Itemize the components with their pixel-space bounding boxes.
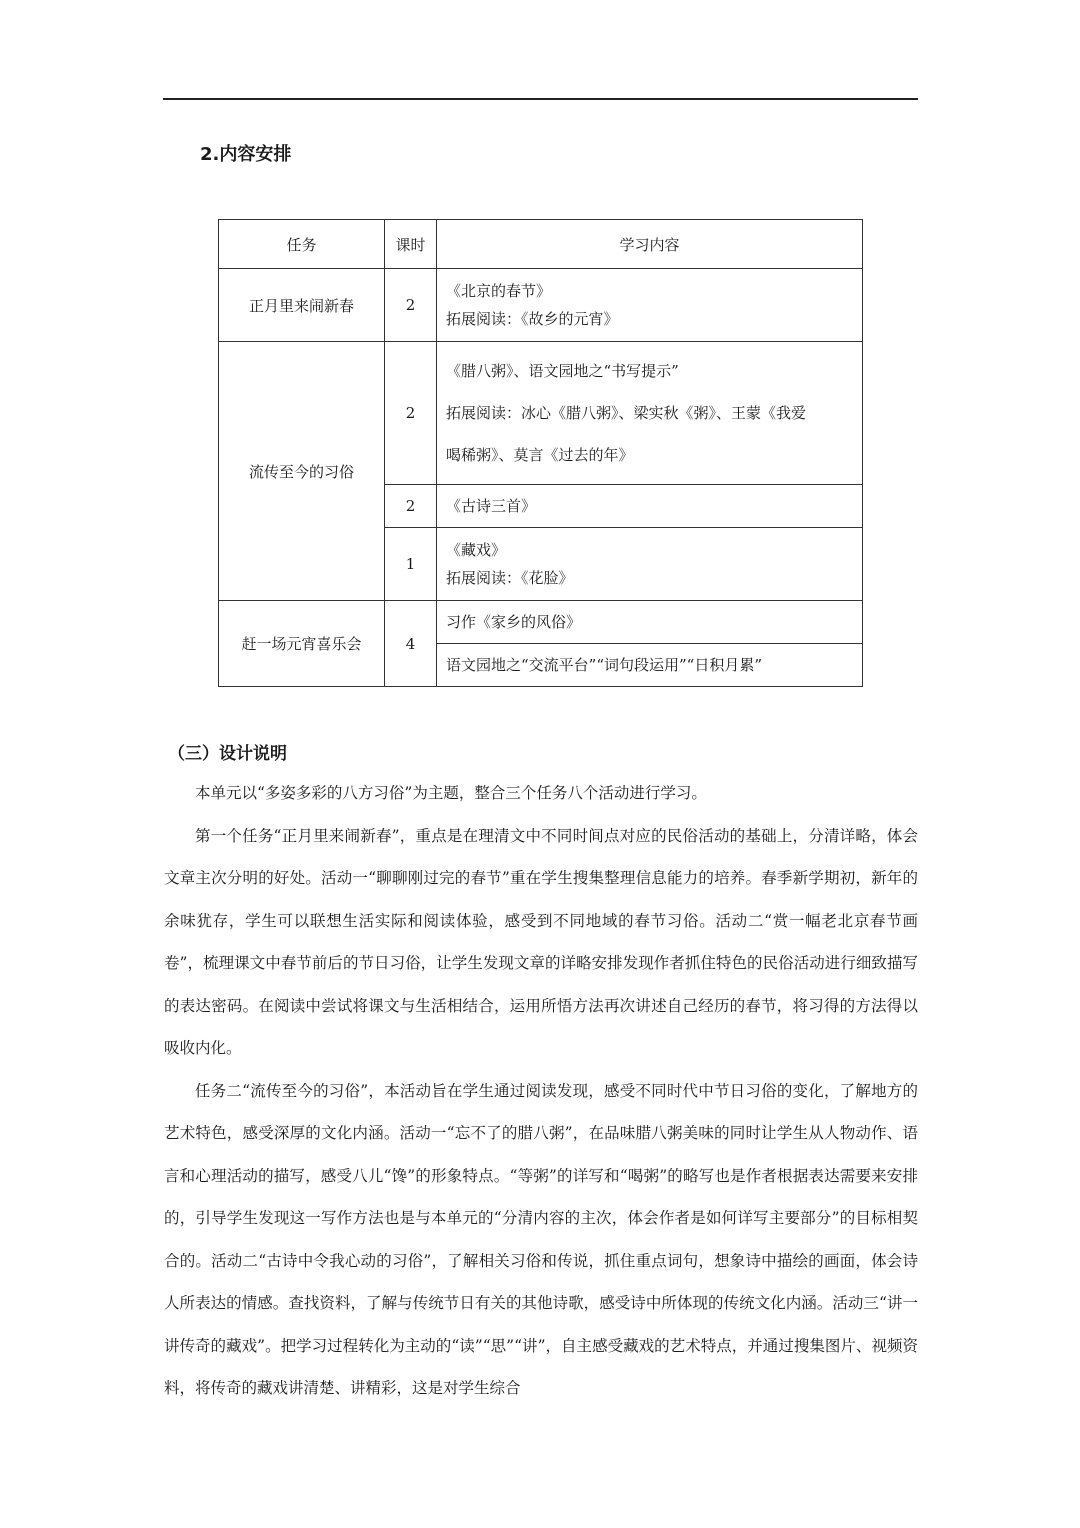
content-cell bbox=[437, 342, 863, 485]
content-line: 喝稀粥》、莫言《过去的年》 bbox=[446, 446, 634, 464]
content-cell bbox=[437, 528, 863, 601]
table-row bbox=[219, 342, 863, 485]
table-header-row bbox=[219, 220, 863, 269]
content-line: 《古诗三首》 bbox=[446, 497, 537, 515]
hours-cell: 2 bbox=[385, 342, 437, 485]
content-cell bbox=[437, 269, 863, 342]
task-cell: 赶一场元宵喜乐会 bbox=[219, 601, 385, 687]
content-line: 拓展阅读：《故乡的元宵》 bbox=[446, 310, 619, 328]
table-row bbox=[219, 601, 863, 644]
header-rule bbox=[163, 98, 918, 100]
header-hours: 课时 bbox=[385, 220, 437, 269]
content-line: 习作《家乡的风俗》 bbox=[446, 613, 582, 631]
header-task: 任务 bbox=[219, 220, 385, 269]
hours-cell: 4 bbox=[385, 601, 437, 687]
content-cell bbox=[437, 485, 863, 528]
content-line: 拓展阅读：《花脸》 bbox=[446, 569, 574, 587]
content-line: 《腊八粥》、语文园地之“书写提示” bbox=[446, 362, 679, 380]
content-line: 《藏戏》 bbox=[446, 541, 507, 559]
hours-cell: 2 bbox=[385, 485, 437, 528]
paragraph: 本单元以“多姿多彩的八方习俗”为主题，整合三个任务八个活动进行学习。 bbox=[195, 784, 707, 802]
content-line: 语文园地之“交流平台”“词句段运用”“日积月累” bbox=[446, 656, 763, 674]
hours-cell: 1 bbox=[385, 528, 437, 601]
content-line: 拓展阅读：冰心《腊八粥》、梁实秋《粥》、王蒙《我爱 bbox=[446, 404, 807, 422]
paragraph: 第一个任务“正月里来闹新春”，重点是在理清文中不同时间点对应的民俗活动的基础上，分清详略，体会文章主次分明的好处。活动一“聊聊刚过完的春节”重在学生搜集整理信息能力的培养。春季新学期初，新年的余味犹存，学生可以联想生活实际和阅读体验，感受到不同地域的春节习俗。活动二“赏一幅老北京春节画卷”，梳理课文中春节前后的节日习俗，让学生发现文章的详略安排发现作者抓住特色的民俗活动进行细致描写的表达密码。在阅读中尝试将课文与生活相结合，运用所悟方法再次讲述自己经历的春节，将习得的方法得以吸收内化。 bbox=[164, 826, 918, 1057]
task-cell: 正月里来闹新春 bbox=[219, 269, 385, 342]
content-arrangement-table bbox=[218, 219, 863, 687]
table-row bbox=[219, 269, 863, 342]
design-heading: （三）设计说明 bbox=[168, 744, 287, 764]
header-content: 学习内容 bbox=[437, 220, 863, 269]
hours-cell: 2 bbox=[385, 269, 437, 342]
design-body bbox=[164, 772, 918, 1410]
content-cell bbox=[437, 644, 863, 687]
task-cell: 流传至今的习俗 bbox=[219, 342, 385, 601]
content-cell bbox=[437, 601, 863, 644]
section-heading: 2.内容安排 bbox=[200, 144, 292, 165]
content-line: 《北京的春节》 bbox=[446, 282, 552, 300]
paragraph: 任务二“流传至今的习俗”，本活动旨在学生通过阅读发现，感受不同时代中节日习俗的变化，了解地方的艺术特色，感受深厚的文化内涵。活动一“忘不了的腊八粥”，在品味腊八粥美味的同时让学生从人物动作、语言和心理活动的描写，感受八儿“馋”的形象特点。“等粥”的详写和“喝粥”的略写也是作者根据表达需要来安排的，引导学生发现这一写作方法也是与本单元的“分清内容的主次，体会作者是如何详写主要部分”的目标相契合的。活动二“古诗中令我心动的习俗”，了解相关习俗和传说，抓住重点词句，想象诗中描绘的画面，体会诗人所表达的情感。查找资料，了解与传统节日有关的其他诗歌，感受诗中所体现的传统文化内涵。活动三“讲一讲传奇的藏戏”。把学习过程转化为主动的“读”“思”“讲”，自主感受藏戏的艺术特点，并通过搜集图片、视频资料，将传奇的藏戏讲清楚、讲精彩，这是对学生综合 bbox=[164, 1081, 918, 1397]
